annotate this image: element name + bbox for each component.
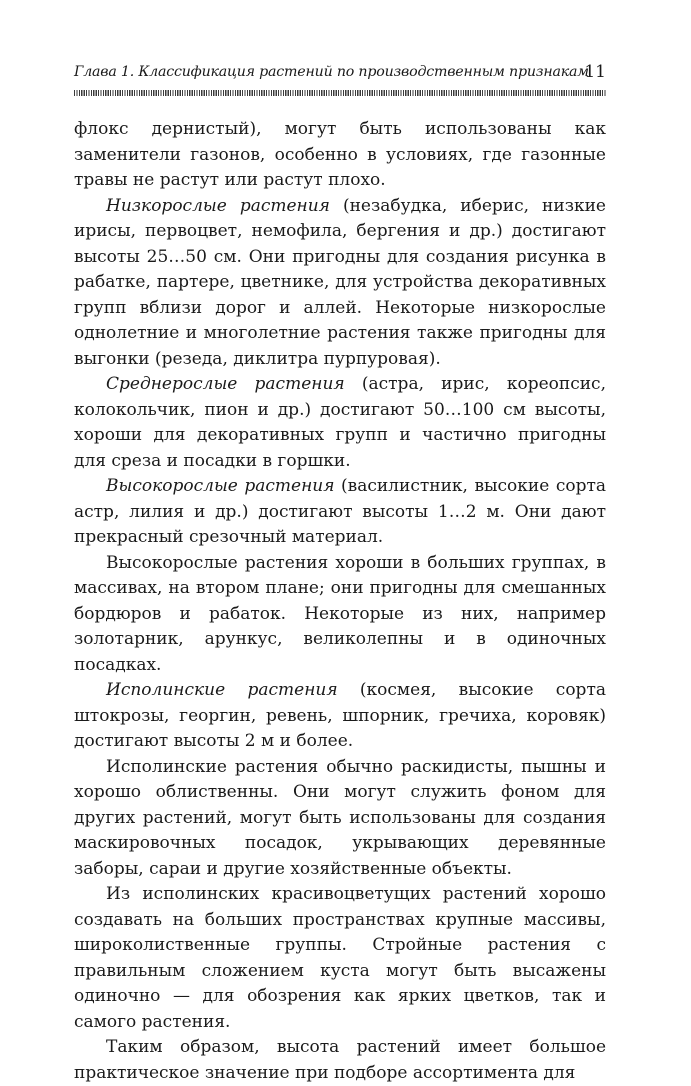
body-text (74, 117, 606, 1086)
paragraph-text: Таким образом, высота растений имеет большое практическое значение при подборе ассортимента для (74, 1037, 606, 1083)
chapter-title: Глава 1. Классификация растений по производственным признакам (74, 64, 589, 80)
term-giant-plants: Исполинские растения (106, 680, 338, 700)
paragraph-text: флокс дернистый), могут быть использованы как заменители газонов, особенно в условиях, где газонные травы не растут или растут плохо. (74, 119, 606, 190)
paragraph-text: Высокорослые растения хороши в больших группах, в массивах, на втором плане; они пригодны для смешанных бордюров и рабаток. Некоторые из них, например золотарник, арункус, великолепны и в одиночных посадках. (74, 552, 606, 675)
paragraph-text: (космея, высокие сорта штокрозы, георгин, ревень, шпорник, гречиха, коровяк) достигают высоты 2 м и более. (74, 680, 606, 751)
paragraph-text: (незабудка, иберис, низкие ирисы, первоцвет, немофила, бергения и др.) достигают высоты 25…50 см. Они пригодны для создания рисунка в рабатке, партере, цветнике, для устройства декоративных групп вблизи дорог и аллей. Некоторые низкорослые однолетние и многолетние растения также пригодны для выгонки (резеда, диклитра пурпуровая). (74, 195, 606, 369)
paragraph-continuation (74, 117, 606, 194)
paragraph-giant-plants-arrangement (74, 882, 606, 1035)
paragraph-giant-plants-description (74, 755, 606, 883)
paragraph-conclusion (74, 1035, 606, 1086)
paragraph-medium-plants (74, 372, 606, 474)
term-low-plants: Низкорослые растения (106, 195, 330, 216)
paragraph-text: (василистник, высокие сорта астр, лилия и др.) достигают высоты 1…2 м. Они дают прекрасный срезочный материал. (74, 476, 606, 547)
paragraph-text: (астра, ирис, кореопсис, колокольчик, пион и др.) достигают 50…100 см высоты, хороши для декоративных групп и частично пригодны для среза и посадки в горшки. (74, 374, 606, 471)
running-header (74, 64, 606, 86)
paragraph-giant-plants (74, 678, 606, 755)
paragraph-tall-plants (74, 474, 606, 551)
term-tall-plants: Высокорослые растения (106, 476, 335, 496)
page-number: 11 (584, 62, 606, 82)
paragraph-text: Исполинские растения обычно раскидисты, пышны и хорошо облиственны. Они могут служить фоном для других растений, могут быть использованы для создания маскировочных посадок, укрывающих деревянные заборы, сараи и другие хозяйственные объекты. (74, 756, 606, 879)
term-medium-plants: Среднерослые растения (106, 374, 345, 394)
paragraph-tall-plants-usage (74, 551, 606, 679)
header-rule (74, 90, 606, 96)
paragraph-low-plants (74, 194, 606, 373)
paragraph-text: Из исполинских красивоцветущих растений хорошо создавать на больших пространствах крупные массивы, широколиственные группы. Стройные растения с правильным сложением куста могут быть высажены одиночно — для обозрения как ярких цветков, так и самого растения. (74, 884, 606, 1032)
